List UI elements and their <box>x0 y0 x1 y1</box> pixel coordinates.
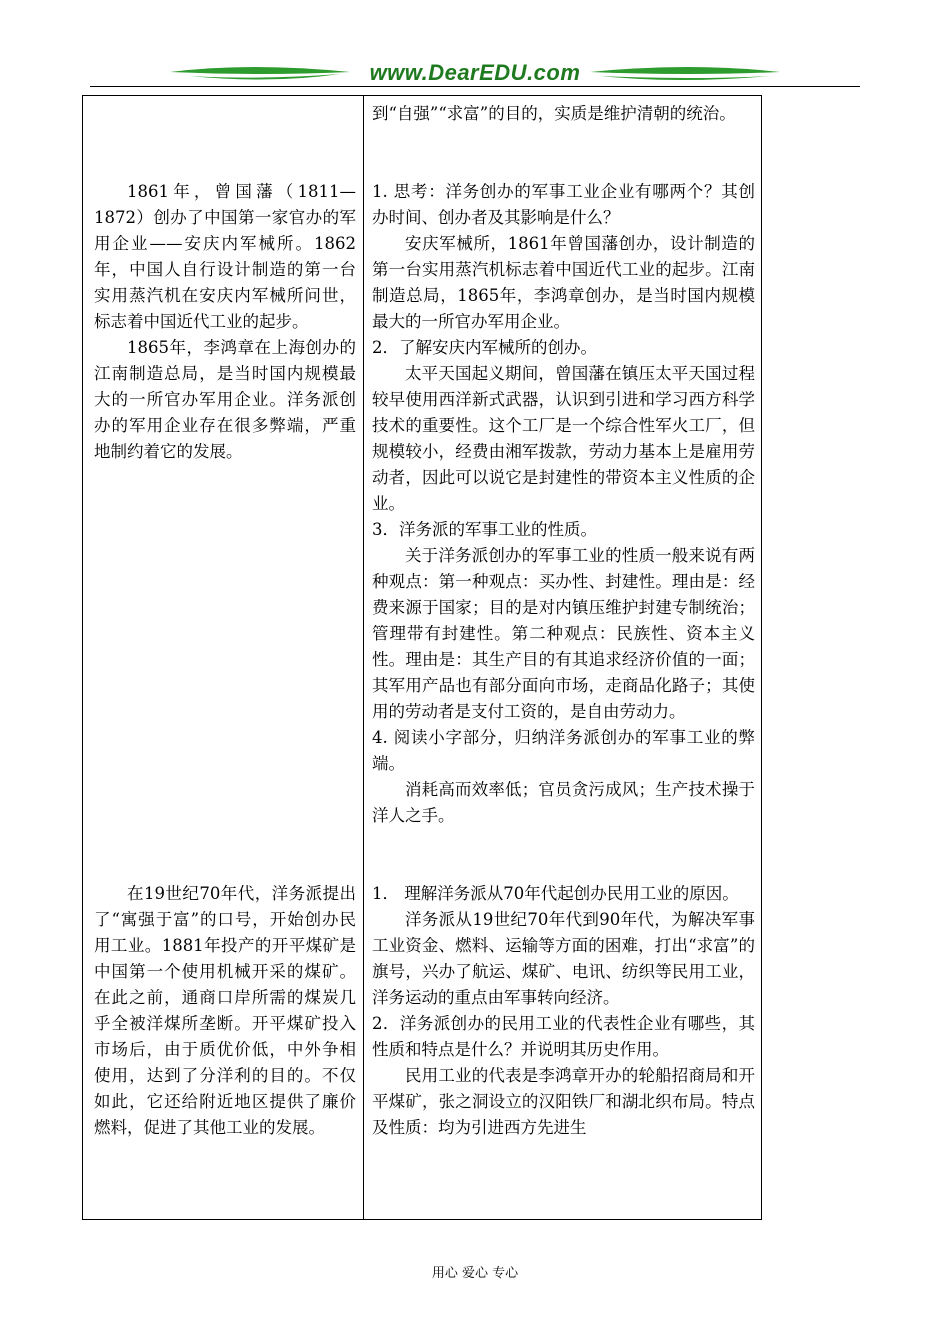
answer-3: 关于洋务派创办的军事工业的性质一般来说有两种观点：第一种观点：买办性、封建性。理由是：经费来源于国家；目的是对内镇压维护封建专制统治；管理带有封建性。第二种观点：民族性、资本主义性。理由是：其生产目的有其追求经济价值的一面；其军用产品也有部分面向市场，走商品化路子；其使用的劳动者是支付工资的，是自由劳动力。 <box>372 546 755 721</box>
left-paragraph: 1865年，李鸿章在上海创办的江南制造总局，是当时国内规模最大的一所官办军用企业。洋务派创办的军用企业存在很多弊端，严重地制约着它的发展。 <box>94 338 356 461</box>
column-divider <box>363 95 364 1220</box>
question-4: 4. 阅读小字部分，归纳洋务派创办的军事工业的弊端。 <box>372 728 755 773</box>
continuation-text: 到“自强”“求富”的目的，实质是维护清朝的统治。 <box>372 104 736 123</box>
question-5: 1． 理解洋务派从70年代起创办民用工业的原因。 <box>372 884 739 903</box>
answer-1: 安庆军械所，1861年曾国藩创办，设计制造的第一台实用蒸汽机标志着中国近代工业的起步。江南制造总局，1865年，李鸿章创办，是当时国内规模最大的一所官办军用企业。 <box>372 234 755 331</box>
answer-4: 消耗高而效率低；官员贪污成风；生产技术操于洋人之手。 <box>372 780 755 825</box>
right-block-2 <box>372 881 755 1141</box>
left-block-1 <box>94 179 356 465</box>
question-3: 3．洋务派的军事工业的性质。 <box>372 520 597 539</box>
left-paragraph: 在19世纪70年代，洋务派提出了“寓强于富”的口号，开始创办民用工业。1881年投产的开平煤矿是中国第一个使用机械开采的煤矿。在此之前，通商口岸所需的煤炭几乎全被洋煤所垄断。开平煤矿投入市场后，由于质优价低，中外争相使用，达到了分洋利的目的。不仅如此，它还给附近地区提供了廉价燃料，促进了其他工业的发展。 <box>94 884 356 1137</box>
right-block-1 <box>372 179 755 829</box>
site-url: www.DearEDU.com <box>369 60 581 85</box>
question-2: 2．了解安庆内军械所的创办。 <box>372 338 597 357</box>
question-1: 1. 思考：洋务创办的军事工业企业有哪两个？其创办时间、创办者及其影响是什么？ <box>372 182 755 227</box>
answer-6: 民用工业的代表是李鸿章开办的轮船招商局和开平煤矿，张之洞设立的汉阳铁厂和湖北织布局。特点及性质：均为引进西方先进生 <box>372 1066 755 1137</box>
answer-2: 太平天国起义期间，曾国藩在镇压太平天国过程 较早使用西洋新式武器，认识到引进和学习西方科学技术的重要性。这个工厂是一个综合性军火工厂，但规模较小，经费由湘军拨款，劳动力基本上是雇用劳动者，因此可以说它是封建性的带资本主义性质的企业。 <box>372 364 755 513</box>
answer-5: 洋务派从19世纪70年代到90年代，为解决军事工业资金、燃料、运输等方面的困难，打出“求富”的旗号，兴办了航运、煤矿、电讯、纺织等民用工业，洋务运动的重点由军事转向经济。 <box>372 910 755 1007</box>
left-block-2 <box>94 881 356 1141</box>
left-paragraph: 1861年，曾国藩（1811—1872）创办了中国第一家官办的军用企业——安庆内军械所。1862年，中国人自行设计制造的第一台实用蒸汽机在安庆内军械所问世，标志着中国近代工业的起步。 <box>94 182 356 331</box>
header-rule <box>90 86 860 87</box>
right-continuation <box>372 101 755 127</box>
page-footer: 用心 爱心 专心 <box>431 1266 519 1281</box>
question-6: 2．洋务派创办的民用工业的代表性企业有哪些，其性质和特点是什么？并说明其历史作用。 <box>372 1014 755 1059</box>
